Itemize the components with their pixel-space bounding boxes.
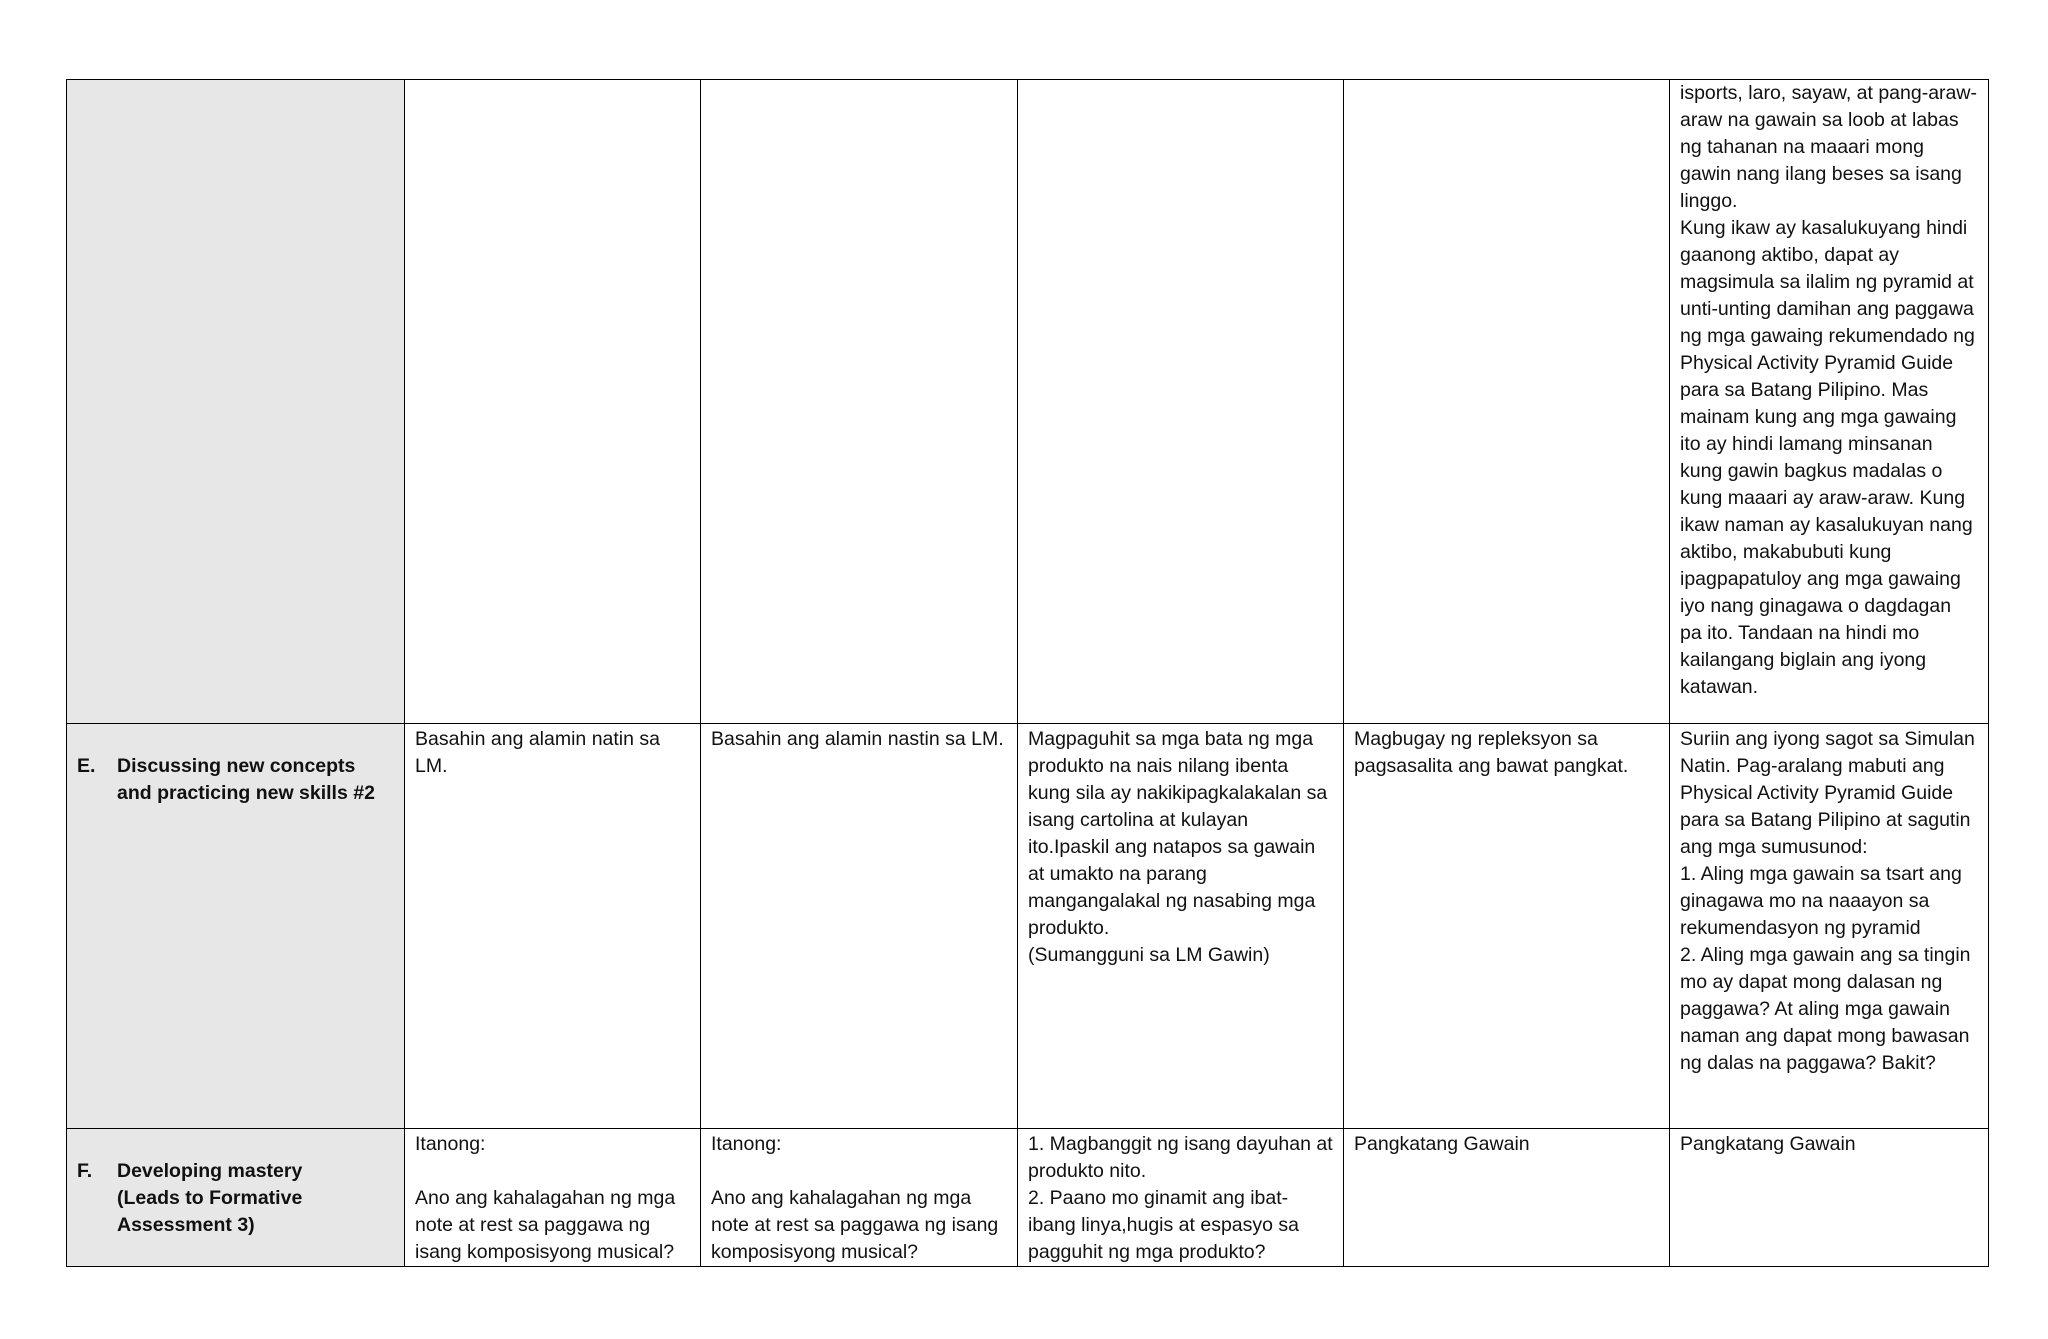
table-cell: Magpaguhit sa mga bata ng mga produkto na nais nilang ibenta kung sila ay nakikipagkalakalan sa isang cartolina at kulayan ito.Ipaskil ang natapos sa gawain at umakto na parang mangangalakal ng nasabing mga produkto. (Sumangguni sa LM Gawin)	[1018, 724, 1344, 1129]
table-row	[67, 80, 1989, 724]
table-cell: Magbugay ng repleksyon sa pagsasalita ang bawat pangkat.	[1344, 724, 1670, 1129]
table-row	[67, 1129, 1989, 1267]
table-cell	[405, 80, 701, 724]
table-cell	[701, 80, 1018, 724]
table-row	[67, 724, 1989, 1129]
table-cell	[1018, 80, 1344, 724]
row-letter: E.	[77, 755, 96, 777]
row-label: Discussing new concepts and practicing new skills #2	[117, 755, 375, 804]
row-label-cell	[67, 724, 405, 1129]
row-label: Developing mastery (Leads to Formative Assessment 3)	[117, 1160, 303, 1236]
row-letter: F.	[77, 1160, 93, 1182]
table-cell: Pangkatang Gawain	[1344, 1129, 1670, 1267]
table-cell: Itanong: Ano ang kahalagahan ng mga note at rest sa paggawa ng isang komposisyong musical?	[405, 1129, 701, 1267]
table-cell: Itanong: Ano ang kahalagahan ng mga note at rest sa paggawa ng isang komposisyong musical?	[701, 1129, 1018, 1267]
table-cell: Suriin ang iyong sagot sa Simulan Natin. Pag-aralang mabuti ang Physical Activity Pyramid Guide para sa Batang Pilipino at sagutin ang mga sumusunod: 1. Aling mga gawain sa tsart ang ginagawa mo na naaayon sa rekumendasyon ng pyramid 2. Aling mga gawain ang sa tingin mo ay dapat mong dalasan ng paggawa? At aling mga gawain naman ang dapat mong bawasan ng dalas na paggawa? Bakit?	[1670, 724, 1989, 1129]
table-cell	[1344, 80, 1670, 724]
row-label-cell	[67, 1129, 405, 1267]
table-cell: Basahin ang alamin nastin sa LM.	[701, 724, 1018, 1129]
lesson-plan-table	[66, 79, 1989, 1267]
row-label-cell	[67, 80, 405, 724]
table-cell: 1. Magbanggit ng isang dayuhan at produkto nito. 2. Paano mo ginamit ang ibat-ibang linya,hugis at espasyo sa pagguhit ng mga produkto?	[1018, 1129, 1344, 1267]
table-cell: isports, laro, sayaw, at pang-araw-araw na gawain sa loob at labas ng tahanan na maaari mong gawin nang ilang beses sa isang linggo. Kung ikaw ay kasalukuyang hindi gaanong aktibo, dapat ay magsimula sa ilalim ng pyramid at unti-unting damihan ang paggawa ng mga gawaing rekumendado ng Physical Activity Pyramid Guide para sa Batang Pilipino. Mas mainam kung ang mga gawaing ito ay hindi lamang minsanan kung gawin bagkus madalas o kung maaari ay araw-araw. Kung ikaw naman ay kasalukuyan nang aktibo, makabubuti kung ipagpapatuloy ang mga gawaing iyo nang ginagawa o dagdagan pa ito. Tandaan na hindi mo kailangang biglain ang iyong katawan.	[1670, 80, 1989, 724]
table-cell: Pangkatang Gawain	[1670, 1129, 1989, 1267]
table-cell: Basahin ang alamin natin sa LM.	[405, 724, 701, 1129]
